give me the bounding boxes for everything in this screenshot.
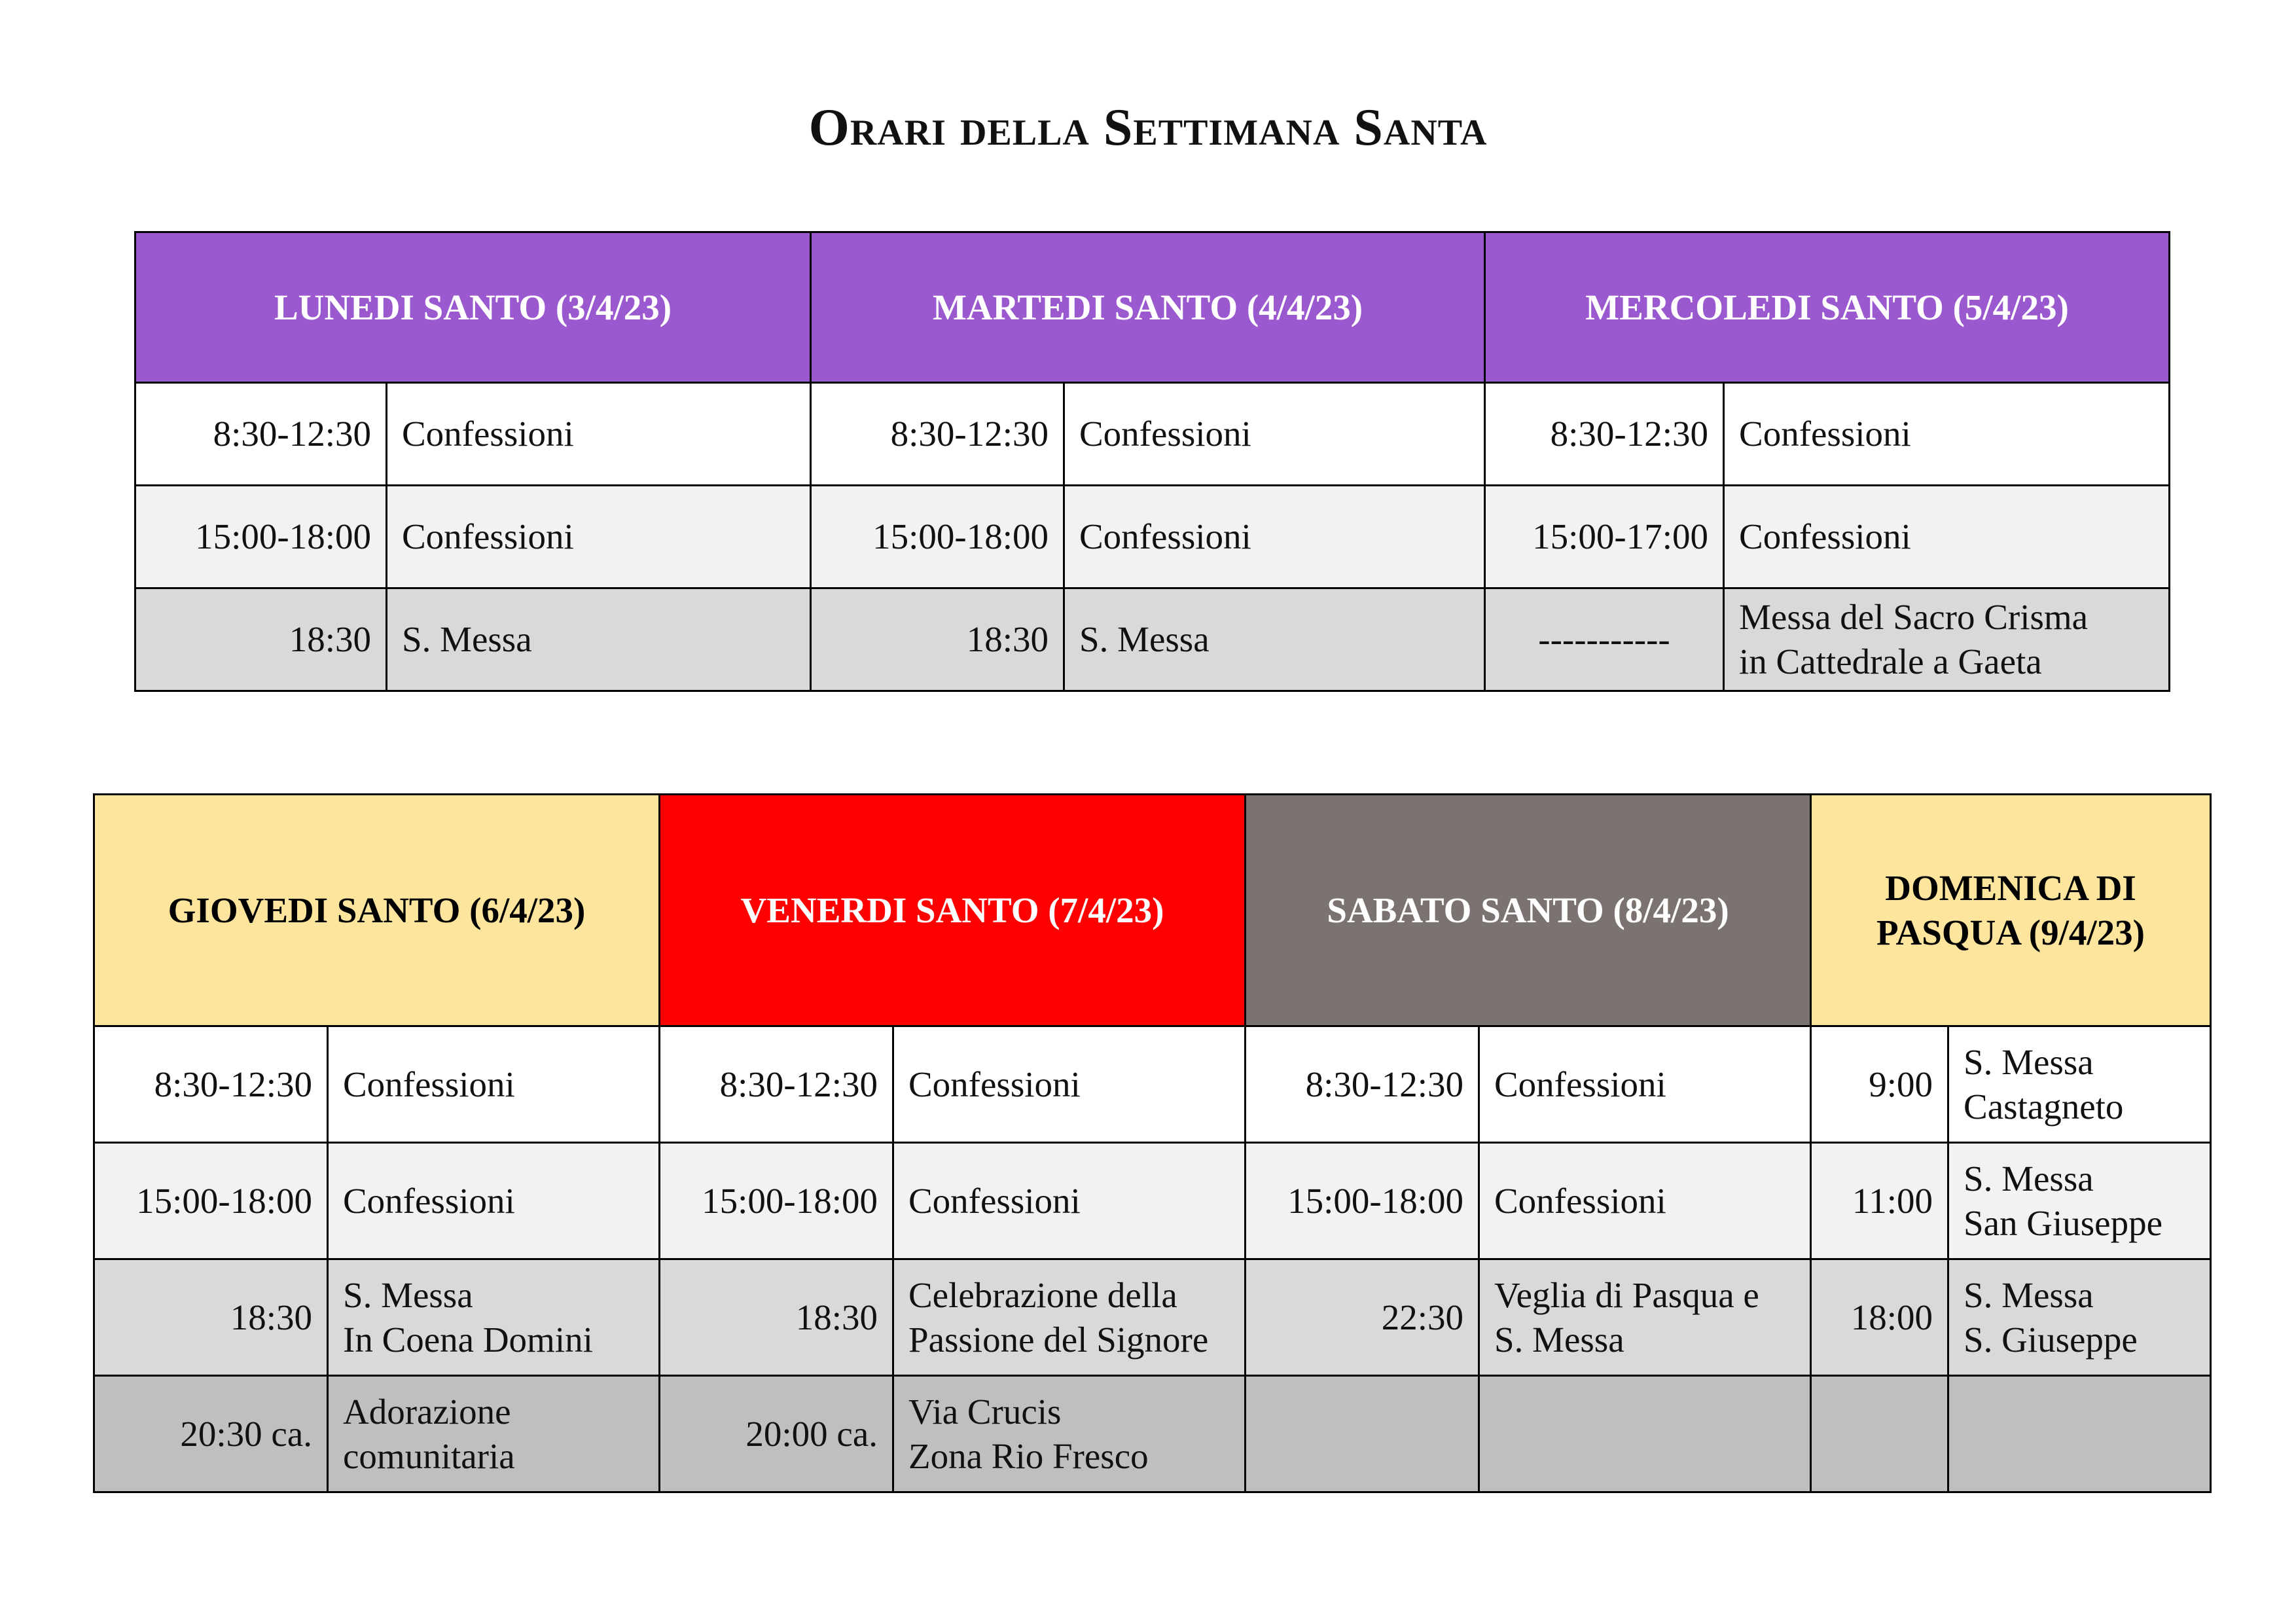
activity-line: in Cattedrale a Gaeta: [1739, 641, 2042, 681]
activity-cell: [1948, 1026, 2211, 1143]
table-row: [94, 1143, 2211, 1259]
day-header-martedi: MARTEDI SANTO (4/4/23): [811, 232, 1485, 383]
activity-cell: [893, 1259, 1246, 1376]
time-cell: 15:00-18:00: [660, 1143, 893, 1259]
time-cell: 20:00 ca.: [660, 1376, 893, 1492]
time-cell: 8:30-12:30: [94, 1026, 328, 1143]
header-row: [135, 232, 2170, 383]
activity-line: Veglia di Pasqua e: [1494, 1274, 1759, 1315]
activity-line: Confessioni: [908, 1064, 1081, 1104]
header-line: PASQUA (9/4/23): [1876, 912, 2145, 952]
activity-line: S. Messa: [1494, 1319, 1624, 1360]
activity-cell: S. Messa: [1064, 588, 1485, 691]
schedule-table-week2: [93, 793, 2212, 1493]
day-header-domenica: [1811, 795, 2211, 1026]
activity-cell: Confessioni: [387, 486, 811, 588]
activity-line: San Giuseppe: [1964, 1202, 2162, 1243]
activity-cell: S. Messa: [387, 588, 811, 691]
activity-line: S. Giuseppe: [1964, 1319, 2138, 1360]
activity-cell: Confessioni: [1064, 486, 1485, 588]
table-row: [135, 383, 2170, 486]
activity-cell: [1948, 1376, 2211, 1492]
activity-line: S. Messa: [343, 1274, 473, 1315]
table-row: [94, 1259, 2211, 1376]
time-cell: 8:30-12:30: [660, 1026, 893, 1143]
time-cell: 18:30: [660, 1259, 893, 1376]
day-header-mercoledi: MERCOLEDI SANTO (5/4/23): [1485, 232, 2170, 383]
time-cell: 8:30-12:30: [135, 383, 387, 486]
activity-line: Passione del Signore: [908, 1319, 1209, 1360]
activity-cell: [893, 1143, 1246, 1259]
activity-line: Confessioni: [908, 1180, 1081, 1221]
activity-line: Adorazione: [343, 1391, 511, 1432]
day-header-giovedi: GIOVEDI SANTO (6/4/23): [94, 795, 660, 1026]
time-cell: 8:30-12:30: [1485, 383, 1724, 486]
activity-cell: [328, 1376, 660, 1492]
time-cell: 15:00-17:00: [1485, 486, 1724, 588]
activity-line: S. Messa: [1964, 1041, 2094, 1082]
activity-line: Celebrazione della: [908, 1274, 1177, 1315]
activity-line: Confessioni: [1494, 1180, 1666, 1221]
time-cell: 18:30: [135, 588, 387, 691]
time-cell: 15:00-18:00: [94, 1143, 328, 1259]
activity-cell: [328, 1143, 660, 1259]
activity-cell: Confessioni: [1724, 486, 2170, 588]
page-title: Orari della Settimana Santa: [808, 99, 1488, 156]
time-cell: 8:30-12:30: [811, 383, 1064, 486]
time-cell: 22:30: [1246, 1259, 1479, 1376]
activity-line: S. Messa: [1964, 1274, 2094, 1315]
time-cell: [1811, 1376, 1948, 1492]
activity-cell: Confessioni: [1064, 383, 1485, 486]
time-cell: 15:00-18:00: [1246, 1143, 1479, 1259]
activity-line: Confessioni: [343, 1064, 515, 1104]
day-header-sabato: SABATO SANTO (8/4/23): [1246, 795, 1811, 1026]
activity-cell: [1948, 1259, 2211, 1376]
time-cell: 18:30: [811, 588, 1064, 691]
activity-cell: [893, 1026, 1246, 1143]
day-header-lunedi: LUNEDI SANTO (3/4/23): [135, 232, 811, 383]
time-cell: 9:00: [1811, 1026, 1948, 1143]
time-cell: 15:00-18:00: [811, 486, 1064, 588]
activity-cell: [1479, 1143, 1811, 1259]
activity-line: Via Crucis: [908, 1391, 1062, 1432]
activity-cell: [1948, 1143, 2211, 1259]
activity-line: S. Messa: [1964, 1158, 2094, 1199]
table-row: [94, 1026, 2211, 1143]
activity-cell: [1479, 1259, 1811, 1376]
activity-cell: Confessioni: [1724, 383, 2170, 486]
time-cell: 20:30 ca.: [94, 1376, 328, 1492]
table-row: [135, 486, 2170, 588]
activity-line: Castagneto: [1964, 1086, 2124, 1127]
table-row: [94, 1376, 2211, 1492]
time-cell: 18:30: [94, 1259, 328, 1376]
activity-line: Confessioni: [343, 1180, 515, 1221]
activity-line: comunitaria: [343, 1435, 515, 1476]
activity-cell: [1479, 1026, 1811, 1143]
activity-cell: [328, 1259, 660, 1376]
activity-line: Messa del Sacro Crisma: [1739, 597, 2089, 637]
activity-cell: [1479, 1376, 1811, 1492]
schedule-table-week1: [134, 231, 2170, 692]
day-header-venerdi: VENERDI SANTO (7/4/23): [660, 795, 1246, 1026]
time-cell: 15:00-18:00: [135, 486, 387, 588]
time-cell: 11:00: [1811, 1143, 1948, 1259]
header-line: DOMENICA DI: [1885, 867, 2136, 908]
activity-line: Confessioni: [1494, 1064, 1666, 1104]
activity-cell: Confessioni: [387, 383, 811, 486]
time-cell: 8:30-12:30: [1246, 1026, 1479, 1143]
header-row: [94, 795, 2211, 1026]
time-cell: -----------: [1485, 588, 1724, 691]
time-cell: [1246, 1376, 1479, 1492]
activity-line: In Coena Domini: [343, 1319, 593, 1360]
activity-cell: [328, 1026, 660, 1143]
table-row: [135, 588, 2170, 691]
activity-line: Zona Rio Fresco: [908, 1435, 1149, 1476]
time-cell: 18:00: [1811, 1259, 1948, 1376]
activity-cell: [893, 1376, 1246, 1492]
activity-cell: [1724, 588, 2170, 691]
